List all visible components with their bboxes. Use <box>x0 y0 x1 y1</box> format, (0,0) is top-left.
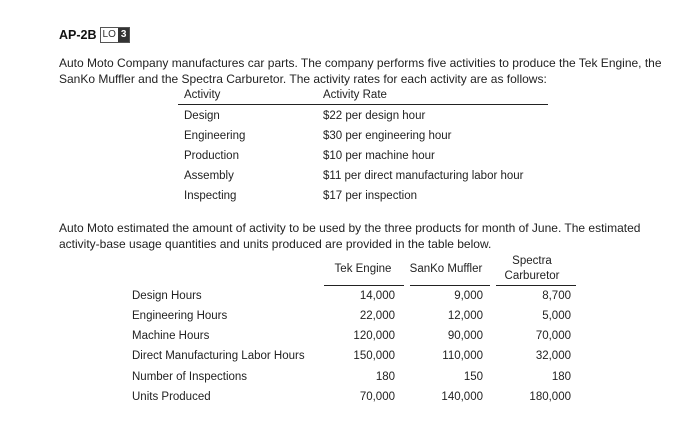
usage-header-rule-tek <box>324 285 404 286</box>
usage-header-rule-sanko <box>410 285 490 286</box>
problem-code: AP-2B <box>59 28 97 42</box>
rate-activity-cell: Design <box>184 110 220 122</box>
rate-activity-cell: Inspecting <box>184 190 237 202</box>
problem-header <box>59 27 130 43</box>
usage-cell-sanko: 140,000 <box>441 391 483 403</box>
usage-row-label: Engineering Hours <box>132 310 228 322</box>
rate-header-activity: Activity <box>184 89 221 101</box>
usage-cell-spectra: 5,000 <box>542 310 571 322</box>
usage-paragraph: Auto Moto estimated the amount of activity to be used by the three products for month of June. The estimated activity-base usage quantities and units produced are provided in the table below. <box>59 221 641 251</box>
usage-header-spectra-line2: Carburetor <box>504 270 560 282</box>
usage-header-spectra-line1: Spectra <box>512 255 552 267</box>
usage-cell-tek: 120,000 <box>353 330 395 342</box>
rate-value-cell: $30 per engineering hour <box>323 130 452 142</box>
usage-header-rule-spectra <box>496 285 576 286</box>
rate-activity-cell: Production <box>184 150 239 162</box>
usage-cell-tek: 22,000 <box>359 310 395 322</box>
usage-row-label: Design Hours <box>132 290 202 302</box>
rate-value-cell: $10 per machine hour <box>323 150 435 162</box>
usage-cell-spectra: 180 <box>551 371 571 383</box>
usage-cell-spectra: 8,700 <box>542 290 571 302</box>
usage-cell-sanko: 12,000 <box>447 310 483 322</box>
rate-activity-cell: Assembly <box>184 170 234 182</box>
usage-row-label: Number of Inspections <box>132 371 248 383</box>
usage-cell-sanko: 90,000 <box>447 330 483 342</box>
usage-header-sanko-muffler: SanKo Muffler <box>409 263 483 275</box>
usage-cell-tek: 150,000 <box>353 350 395 362</box>
usage-cell-spectra: 70,000 <box>535 330 571 342</box>
usage-header-tek-engine: Tek Engine <box>334 263 392 275</box>
usage-row-label: Units Produced <box>132 391 211 403</box>
rate-value-cell: $22 per design hour <box>323 110 426 122</box>
lo-number: 3 <box>118 28 130 42</box>
usage-row-label: Machine Hours <box>132 330 210 342</box>
usage-cell-spectra: 180,000 <box>529 391 571 403</box>
learning-objective-badge <box>100 27 131 43</box>
usage-cell-tek: 14,000 <box>359 290 395 302</box>
usage-cell-tek: 70,000 <box>359 391 395 403</box>
rate-activity-cell: Engineering <box>184 130 246 142</box>
usage-cell-tek: 180 <box>375 371 395 383</box>
lo-label: LO <box>102 29 116 40</box>
intro-paragraph: Auto Moto Company manufactures car parts. The company performs five activities to produce the Tek Engine, the SanKo Muffler and the Spectra Carburetor. The activity rates for each activity are as follows: <box>59 56 662 86</box>
rate-value-cell: $11 per direct manufacturing labor hour <box>323 170 524 182</box>
rate-header-rate: Activity Rate <box>323 89 387 101</box>
usage-cell-sanko: 150 <box>463 371 483 383</box>
rate-header-rule <box>178 104 548 105</box>
usage-cell-sanko: 110,000 <box>442 350 483 362</box>
usage-cell-sanko: 9,000 <box>454 290 483 302</box>
usage-row-label: Direct Manufacturing Labor Hours <box>132 350 305 362</box>
rate-value-cell: $17 per inspection <box>323 190 417 202</box>
usage-cell-spectra: 32,000 <box>535 350 571 362</box>
